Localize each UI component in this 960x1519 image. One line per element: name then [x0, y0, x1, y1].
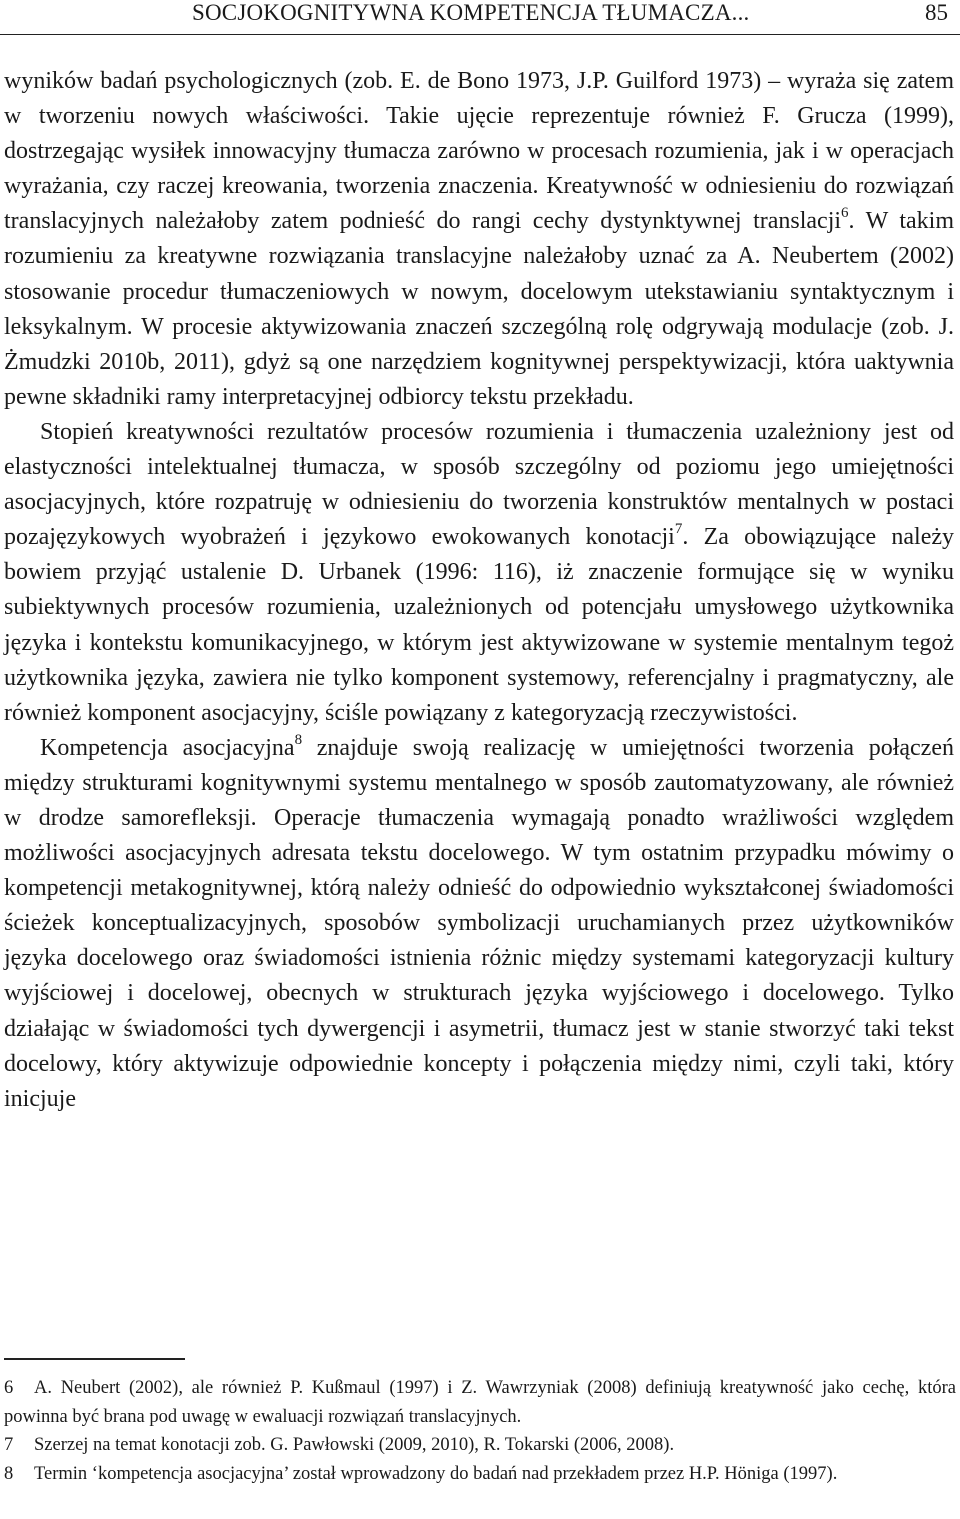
- footnote-number: 7: [4, 1435, 14, 1455]
- footnote-ref: 6: [841, 205, 849, 222]
- footnote: [4, 1431, 956, 1460]
- paragraph-text: wyników badań psychologicznych (zob. E. de Bono 1973, J.P. Guilford 1973) – wyraża się zatem w tworzeniu nowych właściwości. Takie ujęcie reprezentuje również F. Grucza (1999), dostrzegając wysiłek innowacyjny tłumacza zarówno w procesach rozumienia, jak i w operacjach wyrażania, czy raczej kreowania, tworzenia znaczenia. Kreatywność w odniesieniu do rozwiązań translacyjnych należałoby zatem podnieść do rangi cechy dystynktywnej translacji: [4, 68, 954, 235]
- footnote-ref: 7: [674, 521, 683, 538]
- paragraph: [4, 64, 954, 415]
- footnotes: [4, 1374, 956, 1488]
- paragraph-text: Stopień kreatywności rezultatów procesów rozumienia i tłumaczenia uzależniony jest od elastyczności intelektualnej tłumacza, w sposób szczególny od poziomu jego umiejętności asocjacyjnych, które rozpatruję w odniesieniu do tworzenia konstruktów mentalnych w postaci pozajęzykowych wyobrażeń i językowo ewokowanych konotacji: [4, 418, 954, 551]
- footnote-ref: 8: [294, 731, 303, 748]
- paragraph-text: . Za obowiązujące należy bowiem przyjąć ustalenie D. Urbanek (1996: 116), iż znaczenie formujące się w wyniku subiektywnych procesów rozumienia, uzależnionych od potencjału umysłowego użytkownika języka i kontekstu komunikacyjnego, w którym jest aktywizowane w systemie mentalnym tegoż użytkownika języka, zawiera nie tylko komponent systemowy, referencjalny i pragmatyczny, ale również komponent asocjacyjny, ściśle powiązany z kategoryzacją rzeczywistości.: [4, 524, 954, 726]
- footnote: [4, 1374, 956, 1431]
- running-head-title: SOCJOKOGNITYWNA KOMPETENCJA TŁUMACZA...: [192, 0, 750, 25]
- body-text: [4, 64, 954, 1117]
- footnote-separator: [4, 1358, 185, 1360]
- paragraph-text: . W takim rozumieniu za kreatywne rozwiązania translacyjne należałoby uznać za A. Neubertem (2002) stosowanie procedur tłumaczeniowych w nowym, docelowym utekstawianiu syntaktycznym i leksykalnym. W procesie aktywizowania znaczeń szczególną rolę odgrywają modulacje (zob. J. Żmudzki 2010b, 2011), gdyż są one narzędziem kognitywnej perspektywizacji, która uaktywnia pewne składniki ramy interpretacyjnej odbiorcy tekstu przekładu.: [4, 208, 954, 410]
- page-number: 85: [925, 0, 948, 25]
- paragraph-text: Kompetencja asocjacyjna: [40, 734, 295, 761]
- footnote: [4, 1460, 956, 1489]
- footnote-number: 6: [4, 1378, 14, 1398]
- running-head: [0, 0, 960, 35]
- footnote-number: 8: [4, 1463, 14, 1484]
- footnote-text: Termin ‘kompetencja asocjacyjna’ został wprowadzony do badań nad przekładem przez H.P. Höniga (1997).: [34, 1463, 838, 1484]
- paragraph: [4, 415, 954, 731]
- paragraph: [4, 731, 954, 1117]
- paragraph-text: znajduje swoją realizację w umiejętności tworzenia połączeń między strukturami kognitywnymi systemu mentalnego w sposób zautomatyzowany, ale również w drodze samorefleksji. Operacje tłumaczenia wymagają ponadto wrażliwości względem możliwości asocjacyjnych adresata tekstu docelowego. W tym ostatnim przypadku mówimy o kompetencji metakognitywnej, którą należy odnieść do odpowiednio wykształconej świadomości ścieżek konceptualizacyjnych, sposobów symbolizacji uruchamianych przez użytkowników języka docelowego oraz świadomości istnienia różnic między systemami kategoryzacji kultury wyjściowej i docelowej, obecnych w strukturach języka wyjściowego i docelowego. Tylko działając w świadomości tych dywergencji i asymetrii, tłumacz jest w stanie stworzyć taki tekst docelowy, który aktywizuje odpowiednie koncepty i połączenia między nimi, czyli taki, który inicjuje: [4, 734, 954, 1112]
- footnote-text: Szerzej na temat konotacji zob. G. Pawłowski (2009, 2010), R. Tokarski (2006, 2008).: [34, 1435, 675, 1455]
- footnote-text: A. Neubert (2002), ale również P. Kußmaul (1997) i Z. Wawrzyniak (2008) definiują kreatywność jako cechę, która powinna być brana pod uwagę w ewaluacji rozwiązań translacyjnych.: [4, 1378, 956, 1427]
